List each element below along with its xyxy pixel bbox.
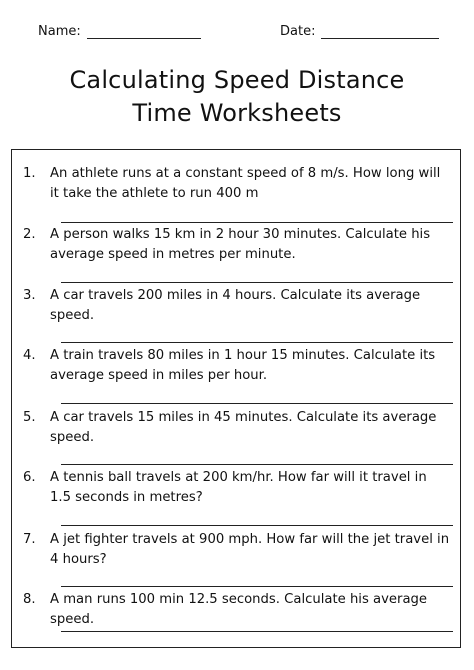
header-fields (0, 24, 474, 44)
page-title (0, 64, 474, 130)
question-text: A man runs 100 min 12.5 seconds. Calculate his average speed. (50, 592, 428, 627)
question-text: An athlete runs at a constant speed of 8 m/s. How long will it take the athlete to run 400 m (50, 166, 441, 201)
question-text: A jet fighter travels at 900 mph. How far will the jet travel in 4 hours? (50, 532, 450, 567)
question-number: 1. (23, 166, 36, 181)
date-label: Date: (280, 24, 316, 39)
question-number: 2. (23, 227, 36, 242)
answer-line[interactable] (61, 342, 453, 343)
question-text: A train travels 80 miles in 1 hour 15 minutes. Calculate its average speed in miles per hour. (50, 348, 436, 383)
question-text: A tennis ball travels at 200 km/hr. How far will it travel in 1.5 seconds in metres? (50, 470, 427, 505)
name-field[interactable] (38, 24, 201, 39)
title-line-2: Time Worksheets (132, 99, 342, 127)
answer-line[interactable] (61, 403, 453, 404)
question-number: 3. (23, 288, 36, 303)
name-blank-line[interactable] (87, 24, 201, 39)
answer-line[interactable] (61, 631, 453, 632)
date-field[interactable] (280, 24, 439, 39)
title-line-1: Calculating Speed Distance (69, 66, 405, 94)
date-blank-line[interactable] (321, 24, 439, 39)
answer-line[interactable] (61, 464, 453, 465)
answer-line[interactable] (61, 525, 453, 526)
question-text: A person walks 15 km in 2 hour 30 minutes. Calculate his average speed in metres per minute. (50, 227, 431, 262)
question-text: A car travels 15 miles in 45 minutes. Calculate its average speed. (50, 410, 437, 445)
answer-line[interactable] (61, 282, 453, 283)
question-number: 8. (23, 592, 36, 607)
name-label: Name: (38, 24, 81, 39)
question-number: 6. (23, 470, 36, 485)
answer-line[interactable] (61, 222, 453, 223)
question-number: 4. (23, 348, 36, 363)
answer-line[interactable] (61, 586, 453, 587)
question-text: A car travels 200 miles in 4 hours. Calculate its average speed. (50, 288, 421, 323)
questions-box (11, 149, 461, 648)
question-number: 7. (23, 532, 36, 547)
question-number: 5. (23, 410, 36, 425)
